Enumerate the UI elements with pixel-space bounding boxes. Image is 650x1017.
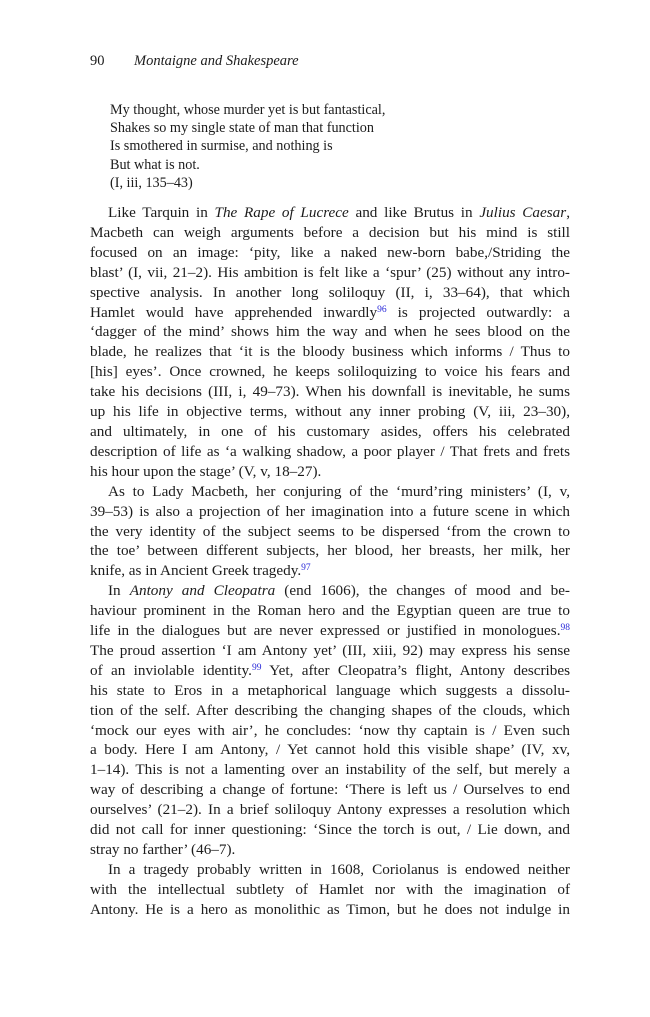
- text-run: haviour prominent in the Roman hero and the Egyptian queen are true to: [90, 602, 570, 620]
- text-run: the toe’ between different subjects, her blood, her breasts, her milk, her: [90, 542, 570, 560]
- text-run: 39–53) is also a projection of her imagination into a future scene in which: [90, 502, 570, 520]
- text-run: blast’ (I, vii, 21–2). His ambition is felt like a ‘spur’ (25) without any intro-: [90, 263, 570, 281]
- text-run: blade, he realizes that ‘it is the bloody business which informs / Thus to: [90, 343, 570, 361]
- text-line: [90, 541, 570, 561]
- text-run: In a tragedy probably written in 1608, Coriolanus is endowed neither: [108, 860, 570, 878]
- text-line: [90, 482, 570, 502]
- text-line: [90, 900, 570, 920]
- footnote-ref-99[interactable]: 99: [251, 662, 262, 673]
- text-line: [90, 581, 570, 601]
- text-run: his hour upon the stage’ (V, v, 18–27).: [90, 462, 322, 480]
- text-run: way of describing a change of fortune: ‘There is left us / Ourselves to end: [90, 781, 570, 799]
- text-line: [90, 362, 570, 382]
- text-line: [90, 681, 570, 701]
- quote-line: But what is not.: [110, 156, 200, 173]
- text-run: ,: [566, 204, 570, 221]
- text-run: focused on an image: ‘pity, like a naked new-born babe,/Striding the: [90, 243, 570, 261]
- text-line: [90, 223, 570, 243]
- quote-line: My thought, whose murder yet is but fantastical,: [110, 102, 386, 118]
- footnote-ref-96[interactable]: 96: [377, 304, 387, 315]
- text-run: a body. Here I am Antony, / Yet cannot hold this visible shape’ (IV, xv,: [90, 741, 570, 759]
- text-line: [90, 661, 570, 681]
- text-run: (end 1606), the changes of mood and be-: [275, 582, 570, 600]
- footnote-ref-97[interactable]: 97: [301, 563, 311, 574]
- block-quote: [110, 101, 550, 192]
- text-run: the very identity of the subject seems to be dispersed ‘from the crown to: [90, 522, 570, 540]
- text-line: [90, 322, 570, 342]
- text-line: [90, 701, 570, 721]
- text-run: ourselves’ (21–2). In a brief soliloquy Antony expresses a resolution which: [90, 801, 570, 819]
- text-line: [90, 243, 570, 263]
- text-run: The proud assertion ‘I am Antony yet’ (III, xiii, 92) may express his sense: [90, 641, 570, 659]
- text-line: [90, 462, 570, 482]
- text-run: tion of the self. After describing the changing shapes of the clouds, which: [90, 701, 570, 719]
- text-line: [90, 860, 570, 880]
- text-run: with the intellectual subtlety of Hamlet nor with the imagination of: [90, 880, 570, 898]
- text-line: [90, 263, 570, 283]
- text-run: of an inviolable identity.: [90, 661, 252, 679]
- italic-title: Julius Caesar: [479, 204, 567, 221]
- text-line: [90, 203, 570, 223]
- text-line: [90, 820, 570, 840]
- text-line: [90, 800, 570, 820]
- text-run: In: [108, 582, 130, 600]
- text-line: [90, 721, 570, 741]
- text-run: did not call for inner questioning: ‘Since the torch is out, / Lie down, and: [90, 821, 570, 839]
- text-run: up his life in objective terms, without any inner probing (V, iii, 23–30),: [90, 403, 570, 421]
- text-run: Antony. He is a hero as monolithic as Timon, but he does not indulge in: [90, 900, 570, 918]
- text-run: and ultimately, in one of his customary asides, offers his celebrated: [90, 422, 570, 440]
- text-line: [90, 382, 570, 402]
- text-line: [90, 740, 570, 760]
- text-line: [90, 641, 570, 661]
- text-line: [90, 522, 570, 542]
- text-line: [90, 442, 570, 462]
- text-line: [90, 621, 570, 641]
- text-run: stray no farther’ (46–7).: [90, 841, 236, 858]
- text-run: take his decisions (III, i, 49–73). When his downfall is inevitable, he sums: [90, 383, 570, 401]
- text-run: Yet, after Cleopatra’s flight, Antony describes: [261, 661, 570, 679]
- text-line: [90, 342, 570, 362]
- text-run: ‘dagger of the mind’ shows him the way and when he sees blood on the: [90, 323, 570, 341]
- text-line: [90, 601, 570, 621]
- italic-title: The Rape of Lucrece: [214, 204, 349, 221]
- page-number: 90: [90, 53, 105, 69]
- text-run: Hamlet would have apprehended inwardly: [90, 303, 378, 321]
- text-run: Macbeth can weigh arguments before a decision but his mind is still: [90, 223, 570, 241]
- text-run: 1–14). This is not a lamenting over an instability of the self, but merely a: [90, 761, 570, 779]
- text-line: [90, 760, 570, 780]
- text-line: [90, 422, 570, 442]
- text-line: [90, 502, 570, 522]
- quote-citation: (I, iii, 135–43): [110, 174, 193, 191]
- book-title: Montaigne and Shakespeare: [134, 53, 299, 69]
- text-line: [90, 561, 570, 581]
- italic-title: Antony and Cleopatra: [129, 582, 276, 600]
- text-run: ‘mock our eyes with air’, he concludes: ‘now thy captain is / Even such: [90, 721, 570, 739]
- text-line: [90, 283, 570, 303]
- text-line: [90, 880, 570, 900]
- text-line: [90, 780, 570, 800]
- text-run: knife, as in Ancient Greek tragedy.: [90, 562, 302, 580]
- text-run: and like Brutus in: [348, 204, 480, 221]
- quote-line: Is smothered in surmise, and nothing is: [110, 138, 333, 155]
- text-run: Like Tarquin in: [108, 204, 215, 221]
- quote-line: Shakes so my single state of man that function: [110, 120, 374, 137]
- text-run: description of life as ‘a walking shadow, a poor player / That frets and frets: [90, 442, 570, 460]
- text-run: As to Lady Macbeth, her conjuring of the ‘murd’ring ministers’ (I, v,: [108, 482, 570, 500]
- text-run: [his] eyes’. Once crowned, he keeps soliloquizing to voice his fears and: [90, 363, 570, 381]
- text-run: his state to Eros in a metaphorical language which suggests a dissolu-: [90, 681, 570, 699]
- text-run: spective analysis. In another long soliloquy (II, i, 33–64), that which: [90, 283, 570, 301]
- body-text: [90, 203, 570, 920]
- running-head: [90, 52, 570, 70]
- text-line: [90, 840, 570, 860]
- text-line: [90, 402, 570, 422]
- footnote-ref-98[interactable]: 98: [560, 623, 570, 634]
- text-line: [90, 303, 570, 323]
- text-run: is projected outwardly: a: [386, 303, 570, 321]
- text-run: life in the dialogues but are never expressed or justified in monologues.: [90, 622, 561, 640]
